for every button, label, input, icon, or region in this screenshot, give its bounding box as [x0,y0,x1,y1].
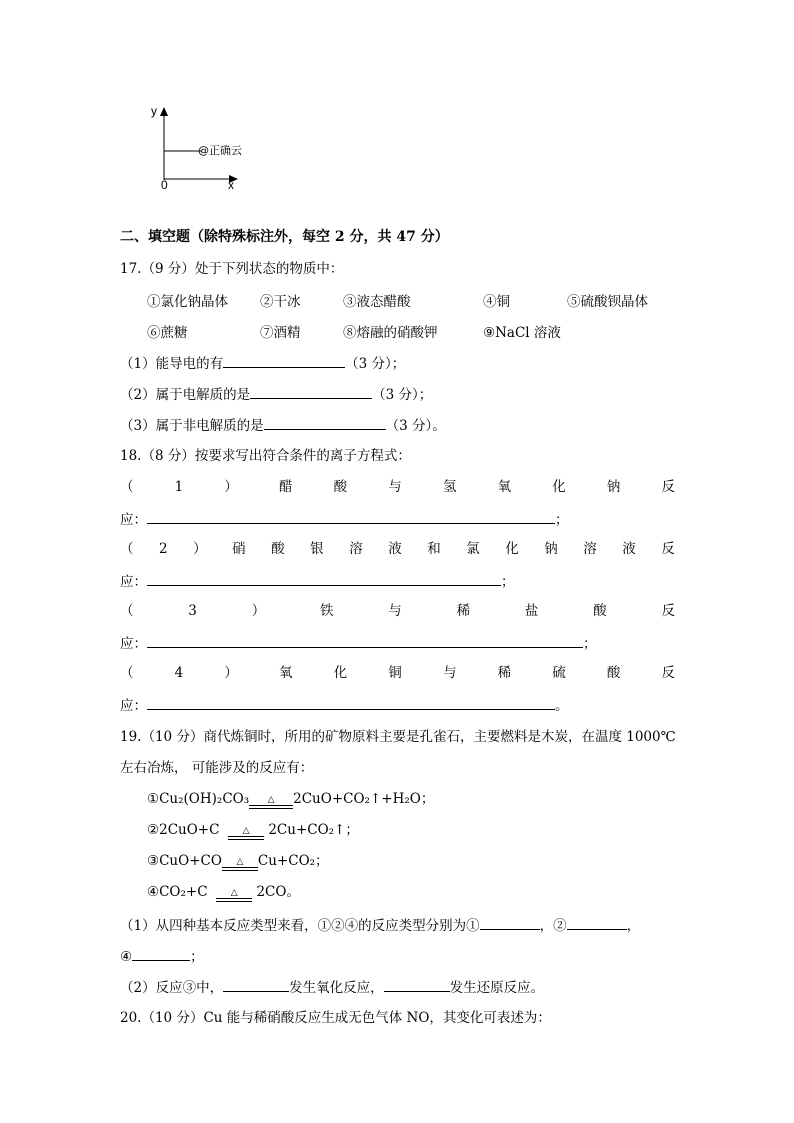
char: 化 [333,665,348,681]
q19-part-2-blank-2[interactable] [384,976,450,992]
char: 溶 [349,541,363,557]
char: 酸 [593,603,607,619]
q18-part-3-answer [120,632,597,654]
char: 酸 [333,479,348,495]
char: 液 [388,541,402,557]
char: 氯 [466,541,480,557]
q17-part-1-prefix: （1）能导电的有 [120,356,224,372]
char: 钠 [544,541,558,557]
q17-option-2: ②干冰 [260,294,301,310]
x-axis-label: x [228,178,234,192]
heat-condition-arrow [216,889,252,902]
q17-part-3 [120,414,446,436]
char: 醋 [279,479,293,495]
q18-part-1-blank[interactable] [147,508,555,524]
answer-prefix: 应： [120,574,147,590]
q19-equation-4 [147,882,300,902]
char: ） [224,479,238,495]
char: 铜 [388,665,402,681]
heat-condition-arrow [228,827,264,840]
watermark-text: @正确云 [198,144,242,157]
char: 化 [552,479,566,495]
q20-stem: 20.（10 分）Cu 能与稀硝酸反应生成无色气体 NO，其变化可表述为： [120,1010,551,1026]
q17-option-3: ③液态醋酸 [343,294,411,310]
char: 2 [159,541,168,557]
q19-part-1 [120,914,640,936]
answer-prefix: 应： [120,636,147,652]
q19-part-2 [120,976,544,998]
q18-stem: 18.（8 分）按要求写出符合条件的离子方程式： [120,448,411,464]
q19-part-2-mid: 发生氧化反应， [289,980,384,996]
char: 稀 [497,665,512,681]
char: 液 [622,541,636,557]
q17-part-3-prefix: （3）属于非电解质的是 [120,418,264,434]
q19-part-2-end: 发生还原反应。 [449,980,545,996]
q19-part-1-text: （1）从四种基本反应类型来看，①②④的反应类型分别为① [120,918,480,934]
q17-option-4: ④铜 [483,294,510,310]
q18-part-1-answer [120,508,569,530]
char: 铁 [319,603,334,619]
q17-part-1-blank[interactable] [223,352,345,368]
char: 氢 [442,479,457,495]
q18-part-2-blank[interactable] [147,570,501,586]
answer-end: ； [555,512,569,528]
q18-part-3-blank[interactable] [147,632,583,648]
answer-end: ； [583,636,597,652]
q19-part-1-mid: ，② [539,918,567,934]
equation-left: ④CO₂+C [147,884,208,900]
equation-right: 2CuO+CO₂↑+H₂O； [293,791,435,807]
char: 酸 [606,665,621,681]
q18-part-4-answer [120,694,569,716]
q19-equation-1 [147,789,434,809]
char: （ [120,479,134,495]
answer-prefix: 应： [120,698,147,714]
char: 与 [442,665,457,681]
q17-part-2 [120,383,432,405]
char: 与 [388,603,402,619]
q18-part-4-blank[interactable] [147,694,555,710]
equation-left: ③CuO+CO [147,853,222,869]
q17-part-3-suffix: （3 分）。 [385,418,446,434]
q19-part-1-blank-3[interactable] [132,945,190,961]
q17-option-6: ⑥蔗糖 [147,325,188,341]
q17-stem: 17.（9 分）处于下列状态的物质中： [120,261,344,277]
q19-part-1-line-2-prefix: ④ [120,949,133,965]
delta-icon: △ [242,826,250,836]
char: 钠 [606,479,621,495]
q17-part-2-suffix: （3 分）； [372,387,433,403]
q17-part-3-blank[interactable] [264,414,386,430]
char: 酸 [271,541,285,557]
q17-option-5: ⑤硫酸钡晶体 [567,294,648,310]
char: （ [120,665,134,681]
answer-prefix: 应： [120,512,147,528]
equation-right: Cu+CO₂； [257,853,329,869]
q17-part-2-prefix: （2）属于电解质的是 [120,387,251,403]
char: 与 [388,479,402,495]
heat-condition-arrow [249,796,293,809]
q18-part-3-line [120,601,675,621]
char: 银 [310,541,324,557]
q19-part-2-blank-1[interactable] [223,976,289,992]
q18-part-4-line [120,663,675,683]
char: 反 [661,479,675,495]
delta-icon: △ [230,888,238,898]
equation-left: ①Cu₂(OH)₂CO₃ [147,791,250,807]
y-axis-label: y [151,104,157,118]
heat-condition-arrow [222,858,258,871]
char: ） [193,541,207,557]
q19-equation-2 [147,820,359,840]
q17-option-7: ⑦酒精 [260,325,301,341]
char: ） [251,603,266,619]
char: 4 [174,665,184,681]
char: 硝 [232,541,246,557]
q18-part-2-answer [120,570,515,592]
char: 和 [427,541,441,557]
q19-equation-3 [147,851,329,871]
q19-part-1-blank-1[interactable] [480,914,540,930]
q17-part-1-suffix: （3 分）； [345,356,406,372]
char: 化 [505,541,519,557]
equation-right: 2Cu+CO₂↑； [268,822,359,838]
answer-end: 。 [555,698,569,714]
char: 溶 [583,541,597,557]
char: ） [224,665,238,681]
equation-right: 2CO。 [256,884,300,900]
char: 氧 [497,479,512,495]
q19-stem-line-1: 19.（10 分）商代炼铜时，所用的矿物原料主要是孔雀石，主要燃料是木炭，在温度 1000℃ [120,729,676,745]
char: 反 [661,665,675,681]
q19-part-2-text: （2）反应③中， [120,980,224,996]
char: 稀 [456,603,471,619]
delta-icon: △ [236,857,244,867]
char: 反 [661,603,675,619]
char: （ [120,603,134,619]
q17-part-1 [120,352,405,374]
char: 3 [188,603,197,619]
figure-graph [148,102,258,197]
q18-part-2-line [120,539,675,559]
section-title: 二、填空题（除特殊标注外，每空 2 分，共 47 分） [120,229,449,245]
delta-icon: △ [267,795,275,805]
char: 氧 [279,665,293,681]
char: 盐 [524,603,539,619]
equation-left: ②2CuO+C [147,822,220,838]
char: 反 [661,541,675,557]
origin-label: 0 [161,178,168,192]
answer-end: ； [501,574,515,590]
q19-part-1-line-2 [120,945,204,967]
q17-option-9: ⑨NaCl 溶液 [483,325,561,341]
q17-option-1: ①氯化钠晶体 [147,294,228,310]
char: 硫 [552,665,566,681]
q19-part-1-blank-2[interactable] [567,914,627,930]
q19-part-1-end: ， [626,918,641,934]
q19-stem-line-2: 左右冶炼， 可能涉及的反应有： [120,760,314,776]
q19-part-1-line-2-end: ； [190,949,204,965]
char: （ [120,541,134,557]
char: 1 [174,479,184,495]
q17-part-2-blank[interactable] [250,383,372,399]
q17-option-8: ⑧熔融的硝酸钾 [343,325,438,341]
q18-part-1-line [120,477,675,497]
